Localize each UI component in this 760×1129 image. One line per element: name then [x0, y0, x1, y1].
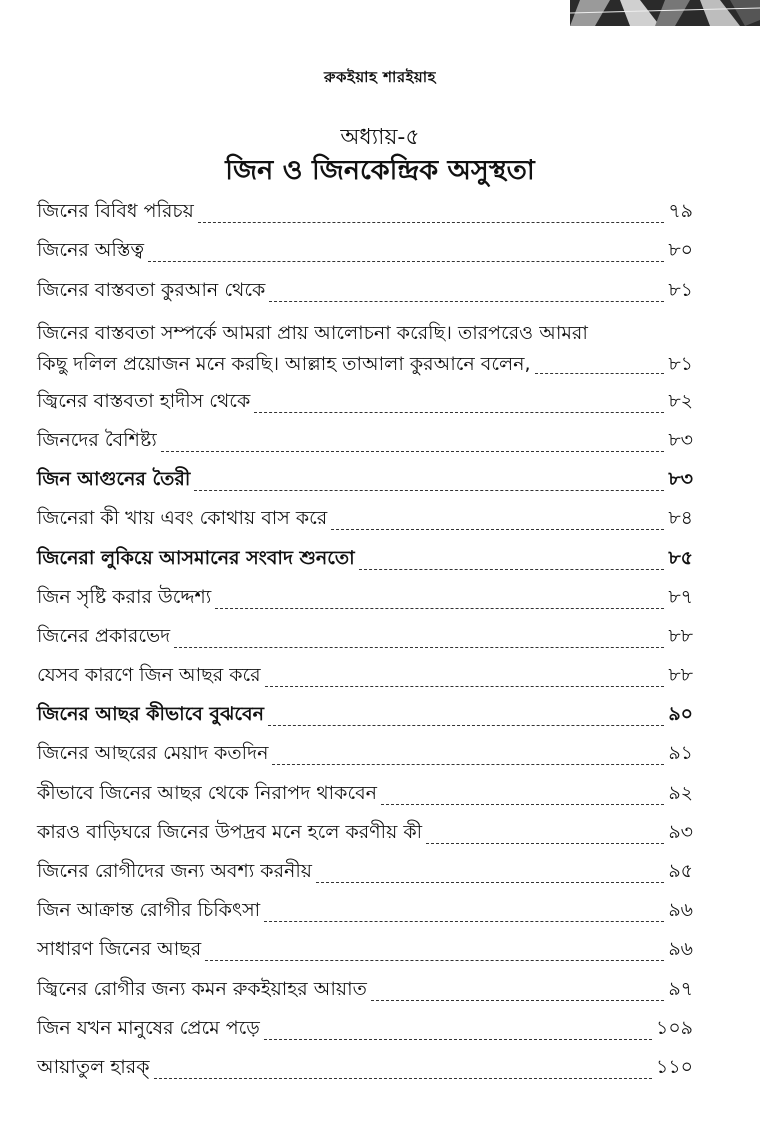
- entry-title: জিনের বাস্তবতা কুরআন থেকে: [37, 278, 266, 301]
- toc-entry[interactable]: [37, 654, 693, 693]
- corner-decoration: [570, 0, 760, 26]
- entry-page-number: ৯০: [668, 703, 693, 726]
- toc-entry[interactable]: [37, 380, 693, 419]
- entry-page-number: ৮৪: [668, 507, 693, 530]
- toc-entry[interactable]: [37, 1007, 693, 1046]
- toc-entry[interactable]: [37, 967, 693, 1006]
- toc-entry[interactable]: [37, 811, 693, 850]
- toc-entry[interactable]: [37, 536, 693, 575]
- dot-leader: [359, 569, 665, 570]
- entry-page-number: ৯৬: [668, 899, 693, 922]
- dot-leader: [268, 725, 664, 726]
- entry-page-number: ৮৩: [668, 428, 693, 451]
- dot-leader: [264, 1039, 652, 1040]
- toc-entry[interactable]: [37, 771, 693, 810]
- entry-title: সাধারণ জিনের আছর: [37, 938, 202, 961]
- toc-entry[interactable]: [37, 458, 693, 497]
- entry-title: জিনের বিবিধ পরিচয়: [37, 200, 194, 223]
- dot-leader: [148, 261, 664, 262]
- entry-page-number: ৮৮: [668, 664, 693, 687]
- dot-leader: [265, 686, 665, 687]
- paragraph-line-1: জিনের বাস্তবতা সম্পর্কে আমরা প্রায় আলোচনা করেছি। তারপরেও আমরা: [37, 321, 588, 344]
- entry-page-number: ৭৯: [668, 200, 693, 223]
- toc-entry[interactable]: [37, 190, 693, 229]
- entry-page-number: ৯৬: [668, 938, 693, 961]
- entry-page-number: ৮১: [668, 278, 693, 301]
- toc-entry[interactable]: [37, 889, 693, 928]
- dot-leader: [331, 529, 664, 530]
- entry-title: জিন যখন মানুষের প্রেমে পড়ে: [37, 1016, 260, 1039]
- dot-leader: [371, 1000, 664, 1001]
- running-header: রুকইয়াহ শারইয়াহ: [324, 68, 436, 86]
- toc-entry[interactable]: [37, 576, 693, 615]
- entry-page-number: ৮২: [668, 389, 693, 412]
- table-of-contents: [37, 190, 693, 1085]
- dot-leader: [316, 882, 664, 883]
- paragraph-line-2: কিছু দলিল প্রয়োজন মনে করছি। আল্লাহ তাআলা কুরআনে বলেন,: [37, 352, 531, 375]
- toc-entry[interactable]: [37, 229, 693, 268]
- dot-leader: [381, 804, 664, 805]
- entry-page-number: ১০৯: [655, 1016, 693, 1039]
- dot-leader: [272, 764, 664, 765]
- entry-title: জিনেরা লুকিয়ে আসমানের সংবাদ শুনতো: [37, 546, 355, 569]
- entry-title: আয়াতুল হারক্: [37, 1055, 150, 1078]
- entry-title: জিনের অস্তিত্ব: [37, 239, 144, 262]
- toc-entry[interactable]: [37, 928, 693, 967]
- dot-leader: [161, 451, 665, 452]
- entry-page-number: ৮৮: [668, 624, 693, 647]
- toc-entry[interactable]: [37, 497, 693, 536]
- dot-leader: [269, 301, 664, 302]
- toc-entry[interactable]: [37, 850, 693, 889]
- entry-title: জিনের আছরের মেয়াদ কতদিন: [37, 742, 269, 765]
- dot-leader: [215, 608, 664, 609]
- entry-page-number: ৯৭: [668, 977, 693, 1000]
- entry-page-number: ৯৫: [668, 860, 693, 882]
- dot-leader: [154, 1078, 652, 1079]
- entry-title: যেসব কারণে জিন আছর করে: [37, 664, 261, 687]
- entry-title: জ্বিনের বাস্তবতা হাদীস থেকে: [37, 389, 251, 412]
- entry-title: জিন আগুনের তৈরী: [37, 468, 191, 491]
- entry-title: জিন আক্রান্ত রোগীর চিকিৎসা: [37, 899, 261, 922]
- toc-entry[interactable]: [37, 419, 693, 458]
- entry-title: জিন সৃষ্টি করার উদ্দেশ্য: [37, 585, 212, 608]
- dot-leader: [426, 843, 664, 844]
- entry-title: জিনের প্রকারভেদ: [37, 624, 171, 647]
- entry-title: জিনেরা কী খায় এবং কোথায় বাস করে: [37, 507, 328, 530]
- entry-title: জিনের আছর কীভাবে বুঝবেন: [37, 703, 264, 726]
- chapter-label: অধ্যায়-৫: [340, 125, 420, 150]
- toc-entry[interactable]: [37, 693, 693, 732]
- entry-page-number: ৮৭: [668, 585, 693, 608]
- toc-entry[interactable]: [37, 732, 693, 771]
- entry-page-number: ৮০: [668, 239, 693, 262]
- entry-title: জিনদের বৈশিষ্ট্য: [37, 428, 157, 451]
- toc-entry[interactable]: [37, 615, 693, 654]
- dot-leader: [264, 921, 664, 922]
- entry-title: কারও বাড়িঘরে জিনের উপদ্রব মনে হলে করণীয় কী: [37, 820, 423, 843]
- dot-leader: [254, 412, 664, 413]
- toc-entry[interactable]: [37, 1046, 693, 1085]
- entry-title: জিনের রোগীদের জন্য অবশ্য করনীয়: [37, 860, 312, 882]
- dot-leader: [198, 222, 664, 223]
- toc-paragraph-entry[interactable]: [37, 308, 693, 380]
- dot-leader: [174, 647, 664, 648]
- entry-title: জ্বিনের রোগীর জন্য কমন রুকইয়াহর আয়াত: [37, 977, 367, 1000]
- entry-page-number: ৯৩: [668, 820, 693, 843]
- dot-leader: [205, 960, 664, 961]
- chapter-title: জিন ও জিনকেন্দ্রিক অসুস্থতা: [225, 155, 535, 186]
- toc-entry[interactable]: [37, 268, 693, 307]
- dot-leader: [194, 490, 664, 491]
- entry-page-number: ৯১: [668, 742, 693, 765]
- entry-page-number: ৮৩: [668, 468, 693, 491]
- entry-title: কীভাবে জিনের আছর থেকে নিরাপদ থাকবেন: [37, 781, 378, 804]
- entry-page-number: ১১০: [655, 1055, 693, 1078]
- entry-page-number: ৮১: [668, 352, 693, 375]
- dot-leader: [535, 373, 665, 374]
- entry-page-number: ৯২: [668, 781, 693, 804]
- entry-page-number: ৮৫: [668, 546, 693, 569]
